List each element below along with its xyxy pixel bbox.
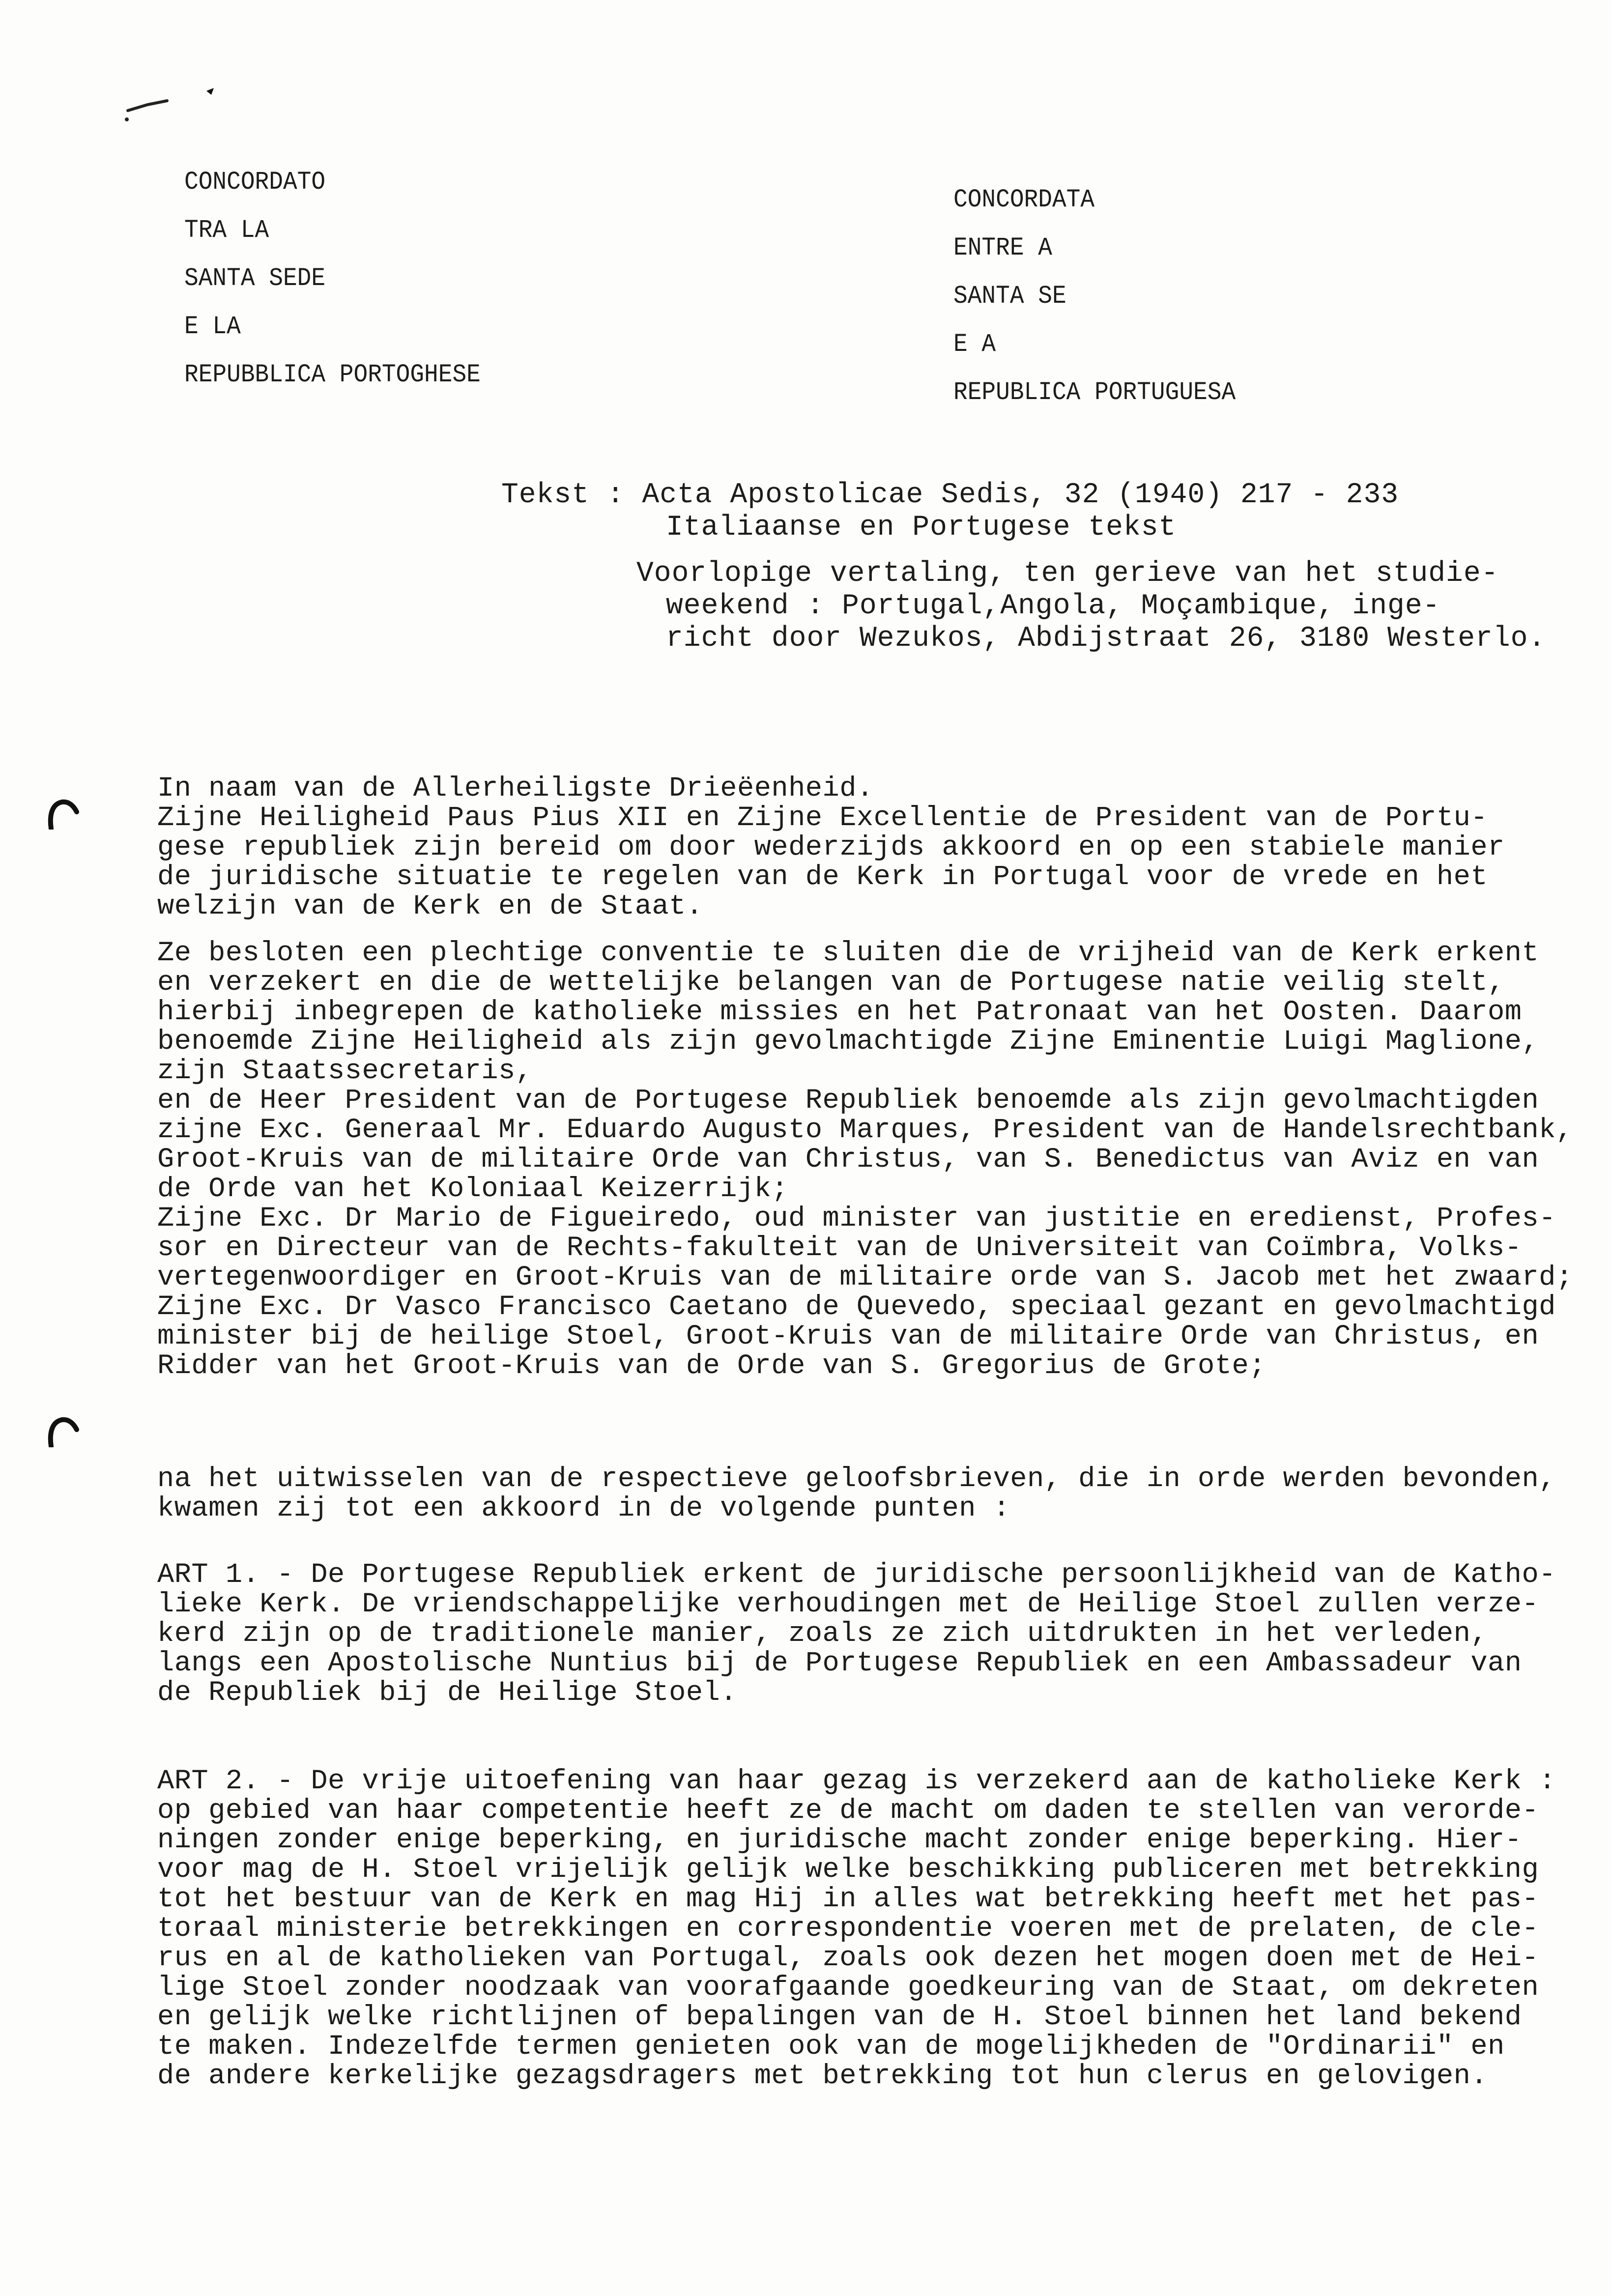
text-line: Groot-Kruis van de militaire Orde van Christus, van S. Benedictus van Aviz en van bbox=[157, 1144, 1539, 1176]
heading-italian-line: TRA LA bbox=[184, 216, 269, 245]
text-line: toraal ministerie betrekkingen en correspondentie voeren met de prelaten, de cle- bbox=[157, 1913, 1539, 1945]
translation-note-line: weekend : Portugal,Angola, Moçambique, inge- bbox=[666, 590, 1440, 622]
text-line: na het uitwisselen van de respectieve geloofsbrieven, die in orde werden bevonden, bbox=[157, 1464, 1556, 1495]
text-line: kerd zijn op de traditionele manier, zoals ze zich uitdrukten in het verleden, bbox=[157, 1618, 1488, 1650]
text-line: lieke Kerk. De vriendschappelijke verhoudingen met de Heilige Stoel zullen verze- bbox=[157, 1589, 1539, 1620]
text-line: sor en Directeur van de Rechts-fakulteit van de Universiteit van Coïmbra, Volks- bbox=[157, 1233, 1522, 1264]
ink-scratch-mark bbox=[113, 81, 231, 125]
text-line: hierbij inbegrepen de katholieke missies en het Patronaat van het Oosten. Daarom bbox=[157, 997, 1522, 1028]
heading-portuguese-line: E A bbox=[953, 330, 996, 359]
text-line: Zijne Exc. Dr Mario de Figueiredo, oud minister van justitie en eredienst, Profes- bbox=[157, 1203, 1556, 1234]
text-line: gese republiek zijn bereid om door wederzijds akkoord en op een stabiele manier bbox=[157, 832, 1505, 863]
text-line: ART 2. - De vrije uitoefening van haar gezag is verzekerd aan de katholieke Kerk : bbox=[157, 1766, 1556, 1797]
paragraph-agreement bbox=[157, 1464, 1556, 1524]
source-reference bbox=[501, 479, 1546, 655]
text-line: en verzekert en die de wettelijke belangen van de Portugese natie veilig stelt, bbox=[157, 967, 1505, 999]
heading-italian-line: CONCORDATO bbox=[184, 168, 326, 197]
text-line: vertegenwoordiger en Groot-Kruis van de militaire orde van S. Jacob met het zwaard; bbox=[157, 1262, 1573, 1293]
text-line: ART 1. - De Portugese Republiek erkent de juridische persoonlijkheid van de Katho- bbox=[157, 1559, 1556, 1591]
text-line: ningen zonder enige beperking, en juridische macht zonder enige beperking. Hier- bbox=[157, 1825, 1522, 1856]
text-line: Ze besloten een plechtige conventie te sluiten die de vrijheid van de Kerk erkent bbox=[157, 938, 1539, 969]
margin-hook-mark bbox=[45, 795, 80, 830]
source-citation: Tekst : Acta Apostolicae Sedis, 32 (1940) 217 - 233 bbox=[501, 479, 1399, 511]
text-line: kwamen zij tot een akkoord in de volgende punten : bbox=[157, 1493, 1010, 1524]
text-line: de Republiek bij de Heilige Stoel. bbox=[157, 1677, 737, 1709]
paragraph-plenipotentiaries bbox=[157, 938, 1573, 1382]
article-1 bbox=[157, 1559, 1556, 1709]
translation-note-line: Voorlopige vertaling, ten gerieve van het studie- bbox=[636, 558, 1499, 590]
text-line: en de Heer President van de Portugese Republiek benoemde als zijn gevolmachtigden bbox=[157, 1085, 1539, 1117]
text-line: minister bij de heilige Stoel, Groot-Kruis van de militaire Orde van Christus, en bbox=[157, 1321, 1539, 1352]
text-line: rus en al de katholieken van Portugal, zoals ook dezen het mogen doen met de Hei- bbox=[157, 1943, 1539, 1974]
text-line: lige Stoel zonder noodzaak van voorafgaande goedkeuring van de Staat, om dekreten bbox=[157, 1972, 1539, 2004]
text-line: Zijne Heiligheid Paus Pius XII en Zijne Excellentie de President van de Portu- bbox=[157, 803, 1488, 834]
heading-portuguese-line: REPUBLICA PORTUGUESA bbox=[953, 378, 1236, 407]
text-line: Zijne Exc. Dr Vasco Francisco Caetano de Quevedo, speciaal gezant en gevolmachtigd bbox=[157, 1292, 1556, 1323]
text-line: op gebied van haar competentie heeft ze de macht om daden te stellen van verorde- bbox=[157, 1795, 1539, 1827]
text-line: te maken. Indezelfde termen genieten ook van de mogelijkheden de "Ordinarii" en bbox=[157, 2031, 1505, 2063]
heading-italian-line: SANTA SEDE bbox=[184, 264, 326, 293]
heading-portuguese-line: SANTA SE bbox=[953, 282, 1066, 311]
article-2 bbox=[157, 1766, 1556, 2092]
margin-hook-mark bbox=[45, 1413, 80, 1447]
translation-note bbox=[501, 558, 1546, 655]
source-languages: Italiaanse en Portugese tekst bbox=[666, 512, 1177, 544]
text-line: de juridische situatie te regelen van de Kerk in Portugal voor de vrede en het bbox=[157, 861, 1488, 893]
text-line: de andere kerkelijke gezagsdragers met betrekking tot hun clerus en gelovigen. bbox=[157, 2061, 1488, 2092]
text-line: In naam van de Allerheiligste Drieëenheid. bbox=[157, 773, 874, 804]
heading-italian-line: E LA bbox=[184, 312, 241, 341]
text-line: benoemde Zijne Heiligheid als zijn gevolmachtigde Zijne Eminentie Luigi Maglione, bbox=[157, 1026, 1539, 1058]
text-line: tot het bestuur van de Kerk en mag Hij in alles wat betrekking heeft met het pas- bbox=[157, 1884, 1539, 1915]
text-line: de Orde van het Koloniaal Keizerrijk; bbox=[157, 1174, 789, 1205]
text-line: voor mag de H. Stoel vrijelijk gelijk welke beschikking publiceren met betrekking bbox=[157, 1854, 1539, 1886]
text-line: en gelijk welke richtlijnen of bepalingen van de H. Stoel binnen het land bekend bbox=[157, 2002, 1522, 2033]
heading-portuguese bbox=[953, 176, 1236, 417]
text-line: Ridder van het Groot-Kruis van de Orde van S. Gregorius de Grote; bbox=[157, 1350, 1266, 1382]
text-line: zijne Exc. Generaal Mr. Eduardo Augusto Marques, President van de Handelsrechtbank, bbox=[157, 1115, 1573, 1146]
heading-italian bbox=[184, 158, 481, 399]
heading-italian-line: REPUBBLICA PORTOGHESE bbox=[184, 360, 481, 389]
paragraph-intro bbox=[157, 774, 1514, 921]
text-line: zijn Staatssecretaris, bbox=[157, 1056, 533, 1087]
translation-note-line: richt door Wezukos, Abdijstraat 26, 3180 Westerlo. bbox=[666, 623, 1546, 655]
text-line: langs een Apostolische Nuntius bij de Portugese Republiek en een Ambassadeur van bbox=[157, 1648, 1522, 1679]
text-line: welzijn van de Kerk en de Staat. bbox=[157, 891, 703, 922]
heading-portuguese-line: ENTRE A bbox=[953, 233, 1052, 262]
heading-portuguese-line: CONCORDATA bbox=[953, 185, 1095, 214]
